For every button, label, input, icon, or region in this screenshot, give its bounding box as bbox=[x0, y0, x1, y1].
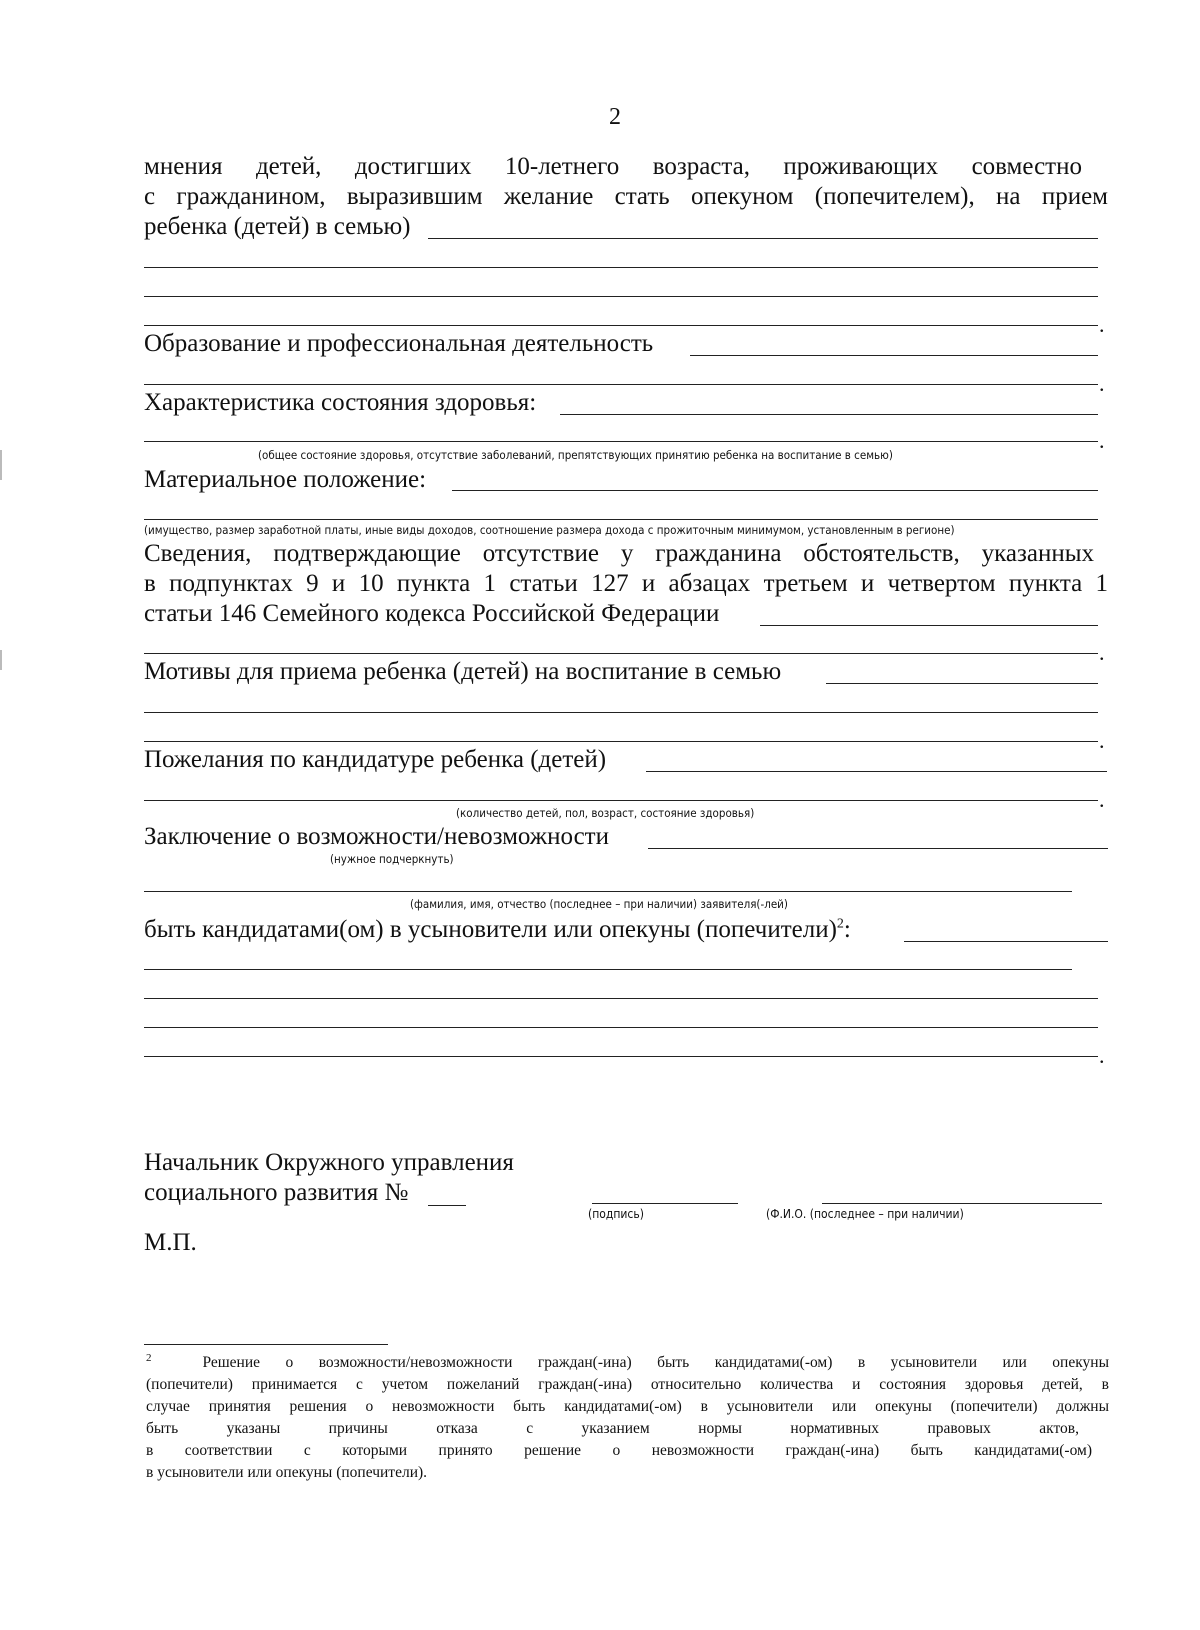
fill-line bbox=[144, 325, 1098, 326]
wishes-label: Пожелания по кандидатуре ребенка (детей) bbox=[144, 746, 607, 773]
fill-line bbox=[144, 267, 1098, 268]
stamp-mark: М.П. bbox=[144, 1229, 197, 1256]
conclusion-note: (нужное подчеркнуть) bbox=[330, 852, 454, 866]
fill-line bbox=[144, 296, 1098, 297]
education-label: Образование и профессиональная деятельность bbox=[144, 330, 654, 357]
health-label: Характеристика состояния здоровья: bbox=[144, 389, 537, 416]
line-end-dot: . bbox=[1099, 428, 1105, 453]
page-number: 2 bbox=[609, 104, 621, 130]
conclusion-label: Заключение о возможности/невозможности bbox=[144, 823, 609, 850]
name-note: (фамилия, имя, отчество (последнее – при наличии) заявителя(-лей) bbox=[410, 897, 788, 911]
footnote-line2: (попечители) принимается с учетом пожеланий граждан(-ина) относительно количества и состояния здоровья детей, в bbox=[146, 1376, 1109, 1393]
fill-line bbox=[144, 891, 1072, 892]
footnote-mark: 2 bbox=[146, 1351, 152, 1364]
health-note: (общее состояние здоровья, отсутствие заболеваний, препятствующих принятию ребенка на воспитание в семью) bbox=[258, 448, 893, 462]
line-end-dot: . bbox=[1099, 1043, 1105, 1068]
fill-line bbox=[144, 441, 1098, 442]
fill-line bbox=[144, 969, 1072, 970]
fill-line bbox=[144, 1027, 1098, 1028]
fill-line bbox=[144, 800, 1098, 801]
signature-note: (подпись) bbox=[588, 1207, 644, 1221]
para1-line1: мнения детей, достигших 10-летнего возраста, проживающих совместно bbox=[144, 153, 1082, 180]
fill-line bbox=[144, 712, 1098, 713]
fill-line bbox=[690, 355, 1098, 356]
info-line3: статьи 146 Семейного кодекса Российской Федерации bbox=[144, 600, 720, 627]
signature-line bbox=[592, 1203, 738, 1204]
candidates-label: быть кандидатами(ом) в усыновители или опекуны (попечители)$^2$: bbox=[144, 916, 851, 943]
signature-title-line2: социального развития № bbox=[144, 1179, 409, 1206]
wishes-note: (количество детей, пол, возраст, состояние здоровья) bbox=[456, 806, 755, 820]
material-label: Материальное положение: bbox=[144, 466, 427, 493]
footnote-line6: в усыновители или опекуны (попечители). bbox=[146, 1464, 428, 1481]
para1-line2: с гражданином, выразившим желание стать опекуном (попечителем), на прием bbox=[144, 183, 1108, 210]
signature-title-line1: Начальник Окружного управления bbox=[144, 1149, 514, 1176]
fill-line bbox=[144, 741, 1098, 742]
fio-line bbox=[822, 1203, 1102, 1204]
fill-line bbox=[428, 238, 1098, 239]
fill-line bbox=[144, 519, 1098, 520]
fill-line bbox=[646, 771, 1107, 772]
material-note: (имущество, размер заработной платы, иные виды доходов, соотношение размера дохода с прожиточным минимумом, установленным в регионе) bbox=[144, 523, 955, 537]
fill-line bbox=[560, 414, 1098, 415]
scan-edge-mark bbox=[0, 650, 2, 670]
fill-line bbox=[648, 848, 1108, 849]
fill-line bbox=[452, 490, 1098, 491]
line-end-dot: . bbox=[1099, 371, 1105, 396]
fill-line bbox=[144, 653, 1098, 654]
line-end-dot: . bbox=[1099, 728, 1105, 753]
info-line2: в подпунктах 9 и 10 пункта 1 статьи 127 и абзацах третьем и четвертом пункта 1 bbox=[144, 570, 1108, 597]
footnote-ref[interactable]: 2 bbox=[836, 916, 844, 932]
fill-line bbox=[428, 1205, 466, 1206]
info-line1: Сведения, подтверждающие отсутствие у гражданина обстоятельств, указанных bbox=[144, 540, 1094, 567]
line-end-dot: . bbox=[1099, 787, 1105, 812]
footnote-line3: случае принятия решения о невозможности быть кандидатами(-ом) в усыновители или опекуны (попечители) должны bbox=[146, 1398, 1109, 1415]
fio-note: (Ф.И.О. (последнее – при наличии) bbox=[766, 1207, 964, 1221]
fill-line bbox=[144, 998, 1098, 999]
para1-line3: ребенка (детей) в семью) bbox=[144, 213, 411, 240]
fill-line bbox=[826, 683, 1098, 684]
fill-line bbox=[760, 625, 1098, 626]
scan-edge-mark bbox=[0, 450, 2, 480]
footnote-line1: $^2$ Решение о возможности/невозможности граждан(-ина) быть кандидатами(-ом) в усыновители или опекуны bbox=[146, 1351, 1109, 1371]
fill-line bbox=[144, 1056, 1098, 1057]
footnote-line5: в соответствии с которыми принято решение о невозможности граждан(-ина) быть кандидатами(-ом) bbox=[146, 1442, 1092, 1459]
fill-line bbox=[904, 941, 1108, 942]
footnote-line4: быть указаны причины отказа с указанием нормы нормативных правовых актов, bbox=[146, 1420, 1079, 1437]
line-end-dot: . bbox=[1099, 312, 1105, 337]
line-end-dot: . bbox=[1099, 640, 1105, 665]
motives-label: Мотивы для приема ребенка (детей) на воспитание в семью bbox=[144, 658, 782, 685]
fill-line bbox=[144, 384, 1098, 385]
footnote-separator bbox=[144, 1344, 388, 1345]
